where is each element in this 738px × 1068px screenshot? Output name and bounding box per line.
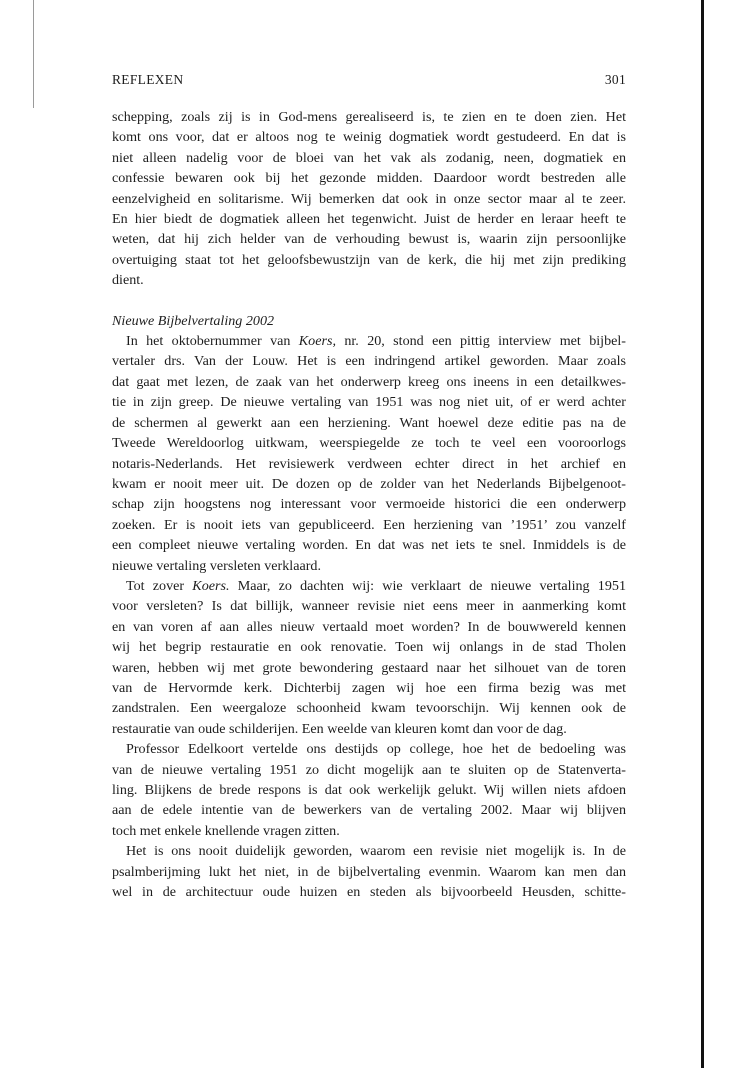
text-line: aan de edele intentie van de bewerkers van de vertaling 2002. Maar wij blijven [112,802,626,819]
text-line: vertaler drs. Van der Louw. Het is een indringend artikel geworden. Maar zoals [112,353,626,370]
text-line: de schermen al gewerkt aan een herziening. Want hoewel deze editie pas na de [112,414,626,431]
text-line: ling. Blijkens de brede respons is dat ook werkelijk gelukt. Wij willen niets afdoen [112,782,626,798]
text-line: Het is ons nooit duidelijk geworden, waarom een revisie niet mogelijk is. In de [126,843,626,860]
line-rest: Maar, zo dachten wij: wie verklaart de nieuwe vertaling 1951 [229,577,626,594]
text-line: psalmberijming lukt het niet, in de bijbelvertaling evenmin. Waarom kan men dan [112,863,626,880]
text-line: van de Hervormde kerk. Dichterbij zagen wij hoe een firma bezig was met [112,679,626,696]
text-line: restauratie van oude schilderijen. Een weelde van kleuren komt dan voor de dag. [112,720,567,737]
paragraph-tot-zover [112,576,626,739]
text-line: schap zijn hoogstens nog interessant voor vermoeide historici die een onderwerp [112,496,626,513]
line-rest: nr. 20, stond een pittig interview met bijbel- [335,333,626,350]
text-line: tie in zijn greep. De nieuwe vertaling van 1951 was nog niet uit, of er werd achter [112,394,626,411]
running-head: REFLEXEN [112,72,184,87]
text-line: overtuiging staat tot het geloofsbewustzijn van de kerk, die hij met zijn prediking [112,251,626,268]
text-line: van de nieuwe vertaling 1951 zo dicht mogelijk aan te sluiten op de Statenverta- [112,761,626,778]
text-line: wel in de architectuur oude huizen en steden als bijvoorbeeld Heusden, schitte- [112,884,626,901]
page-edge-left [33,0,34,108]
text-line: En hier biedt de dogmatiek alleen het tegenwicht. Juist de herder en leraar heeft te [112,211,626,228]
text-line: zandstralen. Een weergaloze schoonheid kwam tevoorschijn. Wij kennen ook de [112,700,626,717]
line-start: In het oktobernummer van [126,333,299,350]
text-line: confessie bewaren ook bij het gezonde midden. Daardoor wordt bestreden alle [112,170,626,187]
text-line: komt ons voor, dat er altoos nog te weinig dogmatiek wordt gestudeerd. En dat is [112,129,626,146]
journal-title: Koers, [298,333,336,350]
text-line: zoeken. Er is nooit iets van gepubliceerd. Een herziening van ’1951’ zou vanzelf [112,516,626,533]
text-line: wij het begrip restauratie en ook renovatie. Toen wij onlangs in de stad Tholen [112,639,626,656]
paragraph-edelkoort [112,739,626,841]
text-line: notaris-Nederlands. Het revisiewerk verdween echter direct in het archief en [112,455,626,472]
text-line: niet alleen nadelig voor de bloei van het vak als zodanig, neen, dogmatiek en [112,149,626,166]
journal-title: Koers. [192,577,230,594]
page-number: 301 [604,72,626,87]
text-line: dient. [112,272,144,289]
paragraph-koers-interview [112,331,626,576]
text-line: schepping, zoals zij is in God-mens gerealiseerd is, te zien en te doen zien. Het [112,109,626,125]
text-line: nieuwe vertaling versleten verklaard. [112,557,321,574]
page-edge-right [701,0,704,1068]
text-line: eenzelvigheid en solitarisme. Wij bemerken dat ook in onze sector maar al te zeer. [112,190,626,207]
text-line [112,576,626,596]
text-line: Professor Edelkoort vertelde ons destijds op college, hoe het de bedoeling was [126,741,626,758]
section-heading: Nieuwe Bijbelvertaling 2002 [112,312,275,329]
text-line: een compleet nieuwe vertaling worden. En dat was net iets te snel. Inmiddels is de [112,537,626,554]
text-line: kwam er nooit meer uit. De dozen op de zolder van het Nederlands Bijbelgenoot- [112,475,626,492]
text-line: weten, dat hij zich helder van de verhouding bewust is, waarin zijn persoonlijke [112,231,626,248]
paragraph-revisie [112,841,626,902]
text-line: waren, hebben wij met grote bewondering gestaard naar het silhouet van de toren [112,659,626,676]
text-line [112,331,626,351]
text-line: Tweede Wereldoorlog uitkwam, weerspiegelde ze toch te veel een vooroorlogs [112,435,626,452]
text-line: dat gaat met lezen, de zaak van het onderwerp kreeg ons ineens in een detailkwes- [112,373,626,390]
line-start: Tot zover [126,577,193,594]
text-line: en van voren af aan alles nieuw vertaald moet worden? In de bouwwereld kennen [112,618,626,635]
paragraph-intro [112,107,626,291]
text-line: voor versleten? Is dat billijk, wanneer revisie niet eens meer in aanmerking komt [112,598,626,615]
text-line: toch met enkele knellende vragen zitten. [112,822,340,839]
page-body [112,107,626,902]
